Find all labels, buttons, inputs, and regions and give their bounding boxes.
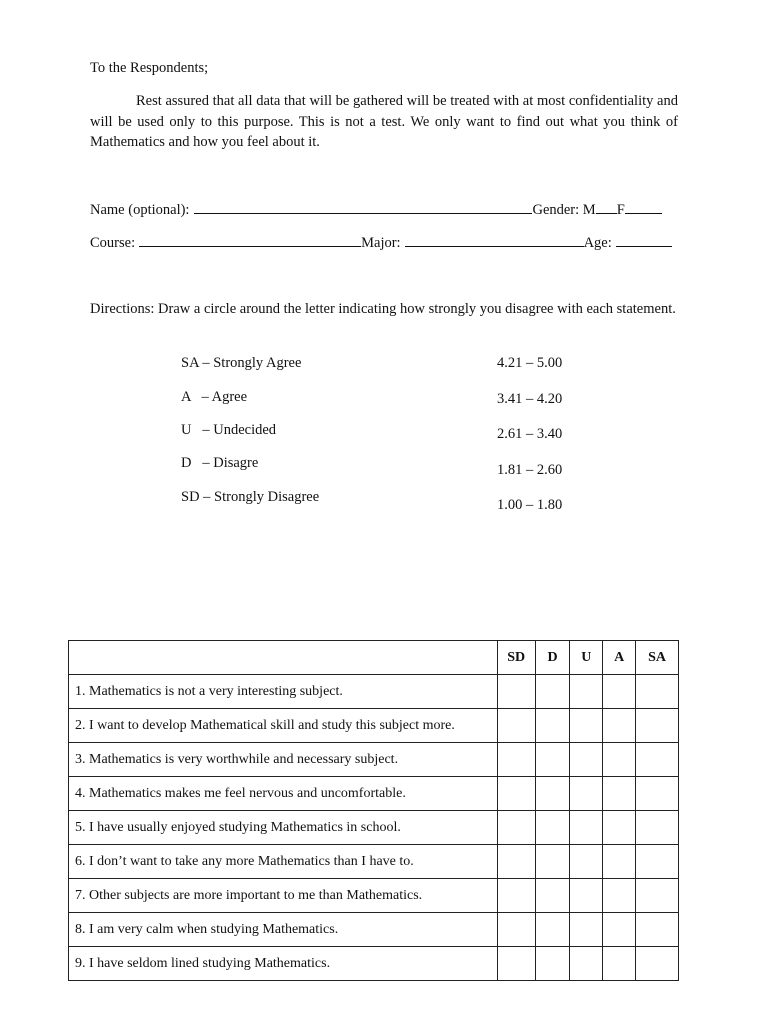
- table-row: [69, 879, 679, 913]
- scale-label: SA – Strongly Agree: [181, 355, 302, 371]
- scale-range: 1.81 – 2.60: [497, 462, 563, 478]
- statement-cell: 2. I want to develop Mathematical skill and study this subject more.: [69, 709, 498, 743]
- statement-cell: 1. Mathematics is not a very interesting subject.: [69, 675, 498, 709]
- course-field[interactable]: [139, 232, 361, 247]
- response-cell-u[interactable]: [570, 811, 603, 845]
- table-row: [69, 709, 679, 743]
- response-cell-a[interactable]: [603, 811, 636, 845]
- response-cell-u[interactable]: [570, 845, 603, 879]
- response-cell-d[interactable]: [535, 777, 570, 811]
- scale-label: SD – Strongly Disagree: [181, 489, 320, 505]
- table-row: [69, 913, 679, 947]
- response-cell-u[interactable]: [570, 947, 603, 981]
- age-label: Age:: [583, 235, 612, 251]
- response-cell-sd[interactable]: [497, 777, 535, 811]
- response-cell-sa[interactable]: [636, 913, 679, 947]
- response-cell-sa[interactable]: [636, 709, 679, 743]
- table-row: [69, 811, 679, 845]
- response-cell-sd[interactable]: [497, 675, 535, 709]
- column-header: SD: [497, 641, 535, 675]
- response-cell-a[interactable]: [603, 777, 636, 811]
- salutation: To the Respondents;: [90, 60, 209, 76]
- response-cell-d[interactable]: [535, 743, 570, 777]
- statement-cell: 8. I am very calm when studying Mathematics.: [69, 913, 498, 947]
- response-cell-u[interactable]: [570, 879, 603, 913]
- name-field[interactable]: [194, 199, 532, 214]
- header-blank-cell: [69, 641, 498, 675]
- response-cell-sa[interactable]: [636, 743, 679, 777]
- response-cell-d[interactable]: [535, 879, 570, 913]
- statement-cell: 9. I have seldom lined studying Mathematics.: [69, 947, 498, 981]
- response-cell-d[interactable]: [535, 845, 570, 879]
- response-cell-sd[interactable]: [497, 947, 535, 981]
- table-header-row: [69, 641, 679, 675]
- scale-range: 4.21 – 5.00: [497, 355, 563, 371]
- response-cell-d[interactable]: [535, 675, 570, 709]
- table-row: [69, 947, 679, 981]
- course-major-age-row: [90, 232, 679, 253]
- gender-f-field[interactable]: [625, 199, 662, 214]
- scale-range: 2.61 – 3.40: [497, 426, 563, 442]
- response-cell-a[interactable]: [603, 675, 636, 709]
- response-cell-a[interactable]: [603, 913, 636, 947]
- statement-cell: 5. I have usually enjoyed studying Mathematics in school.: [69, 811, 498, 845]
- scale-label: U – Undecided: [181, 422, 277, 438]
- response-cell-sa[interactable]: [636, 845, 679, 879]
- name-label: Name (optional):: [90, 202, 190, 218]
- response-cell-d[interactable]: [535, 709, 570, 743]
- course-label: Course:: [90, 235, 136, 251]
- table-row: [69, 777, 679, 811]
- statement-cell: 4. Mathematics makes me feel nervous and uncomfortable.: [69, 777, 498, 811]
- intro-paragraph: Rest assured that all data that will be gathered will be treated with at most confidentiality and will be used only to this purpose. This is not a test. We only want to find out what you think of Mathematics and how you feel about it.: [90, 93, 678, 150]
- response-cell-d[interactable]: [535, 913, 570, 947]
- major-label: Major:: [361, 235, 401, 251]
- response-cell-sa[interactable]: [636, 811, 679, 845]
- column-header: A: [603, 641, 636, 675]
- table-row: [69, 675, 679, 709]
- response-cell-a[interactable]: [603, 947, 636, 981]
- gender-f-label: F: [616, 202, 625, 218]
- response-cell-u[interactable]: [570, 777, 603, 811]
- response-cell-d[interactable]: [535, 811, 570, 845]
- response-cell-a[interactable]: [603, 709, 636, 743]
- response-cell-u[interactable]: [570, 709, 603, 743]
- response-cell-sd[interactable]: [497, 709, 535, 743]
- statement-cell: 7. Other subjects are more important to me than Mathematics.: [69, 879, 498, 913]
- scale-label: D – Disagre: [181, 455, 259, 471]
- directions: Directions: Draw a circle around the letter indicating how strongly you disagree with each statement.: [90, 301, 676, 317]
- table-row: [69, 743, 679, 777]
- response-cell-sd[interactable]: [497, 743, 535, 777]
- response-cell-sd[interactable]: [497, 845, 535, 879]
- response-cell-sd[interactable]: [497, 811, 535, 845]
- response-cell-sa[interactable]: [636, 777, 679, 811]
- statement-cell: 3. Mathematics is very worthwhile and necessary subject.: [69, 743, 498, 777]
- response-cell-u[interactable]: [570, 675, 603, 709]
- response-cell-a[interactable]: [603, 845, 636, 879]
- response-cell-sd[interactable]: [497, 913, 535, 947]
- response-cell-a[interactable]: [603, 743, 636, 777]
- response-cell-u[interactable]: [570, 743, 603, 777]
- response-cell-sa[interactable]: [636, 675, 679, 709]
- scale-label: A – Agree: [181, 389, 248, 405]
- name-gender-row: [90, 199, 679, 220]
- age-field[interactable]: [616, 232, 672, 247]
- response-cell-u[interactable]: [570, 913, 603, 947]
- survey-table: [68, 640, 679, 981]
- response-cell-d[interactable]: [535, 947, 570, 981]
- gender-label: Gender: M: [532, 202, 596, 218]
- statement-cell: 6. I don’t want to take any more Mathematics than I have to.: [69, 845, 498, 879]
- gender-m-field[interactable]: [596, 199, 617, 214]
- major-field[interactable]: [405, 232, 584, 247]
- response-cell-sa[interactable]: [636, 947, 679, 981]
- response-cell-a[interactable]: [603, 879, 636, 913]
- response-cell-sd[interactable]: [497, 879, 535, 913]
- column-header: U: [570, 641, 603, 675]
- scale-range: 3.41 – 4.20: [497, 391, 563, 407]
- table-row: [69, 845, 679, 879]
- column-header: D: [535, 641, 570, 675]
- scale-range: 1.00 – 1.80: [497, 497, 563, 513]
- column-header: SA: [636, 641, 679, 675]
- response-cell-sa[interactable]: [636, 879, 679, 913]
